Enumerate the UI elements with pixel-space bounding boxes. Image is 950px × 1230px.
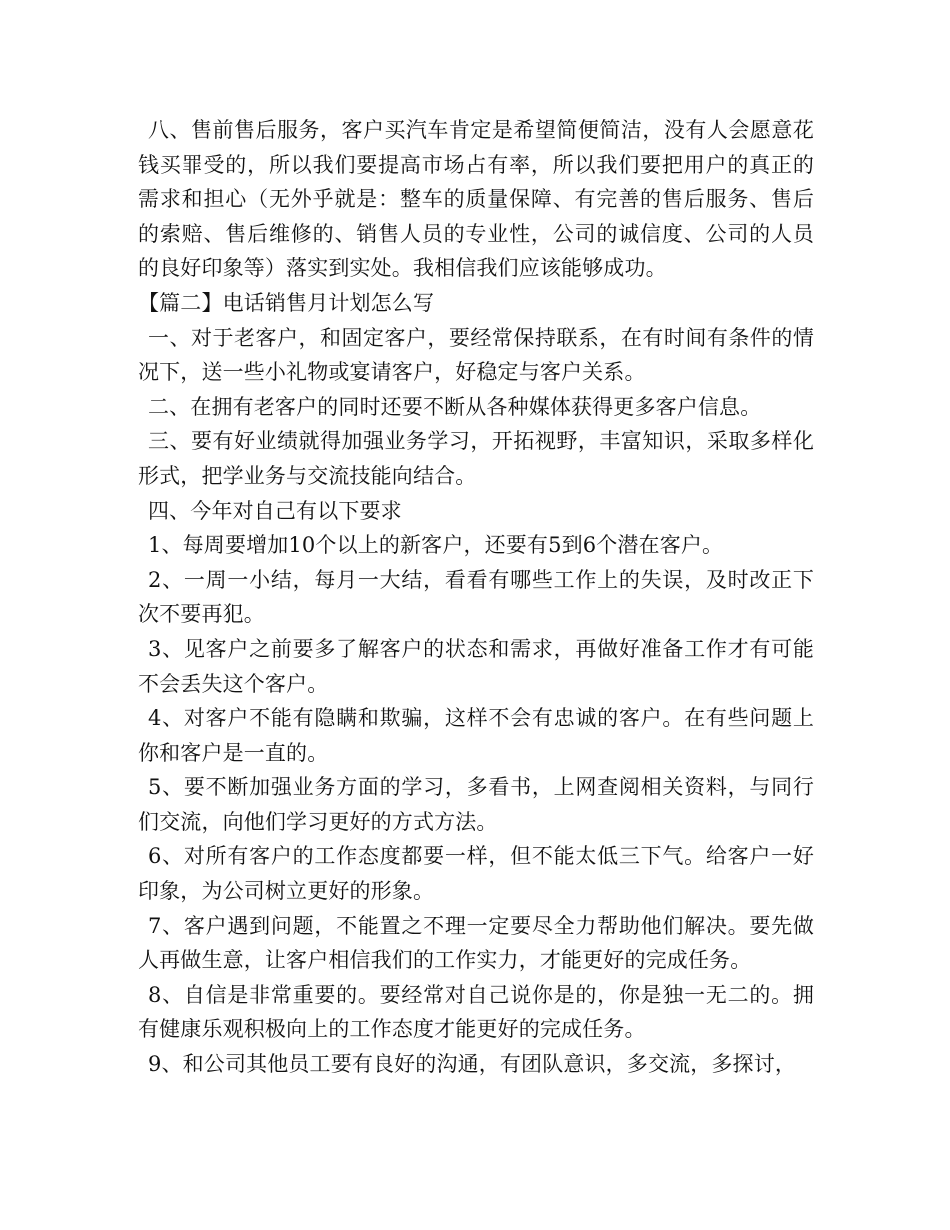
paragraph-self-requirements: 四、今年对自己有以下要求 xyxy=(148,498,402,523)
paragraph-after-sales-service: 八、售前售后服务，客户买汽车肯定是希望简便简洁，没有人会愿意花钱买罪受的，所以我们要提高市场占有率，所以我们要把用户的真正的需求和担心（无外乎就是：整车的质量保障、有完善的售后服务、售后的索赔、售后维修的、销售人员的专业性，公司的诚信度、公司的人员的良好印象等）落实到实处。我相信我们应该能够成功。 xyxy=(138,118,814,281)
list-item-5: 5、要不断加强业务方面的学习，多看书，上网查阅相关资料，与同行们交流，向他们学习更好的方式方法。 xyxy=(138,775,814,834)
paragraph-new-customer-info: 二、在拥有老客户的同时还要不断从各种媒体获得更多客户信息。 xyxy=(148,394,762,419)
list-item-9: 9、和公司其他员工要有良好的沟通，有团队意识，多交流，多探讨， xyxy=(148,1052,797,1077)
section-heading-part-two: 【篇二】电话销售月计划怎么写 xyxy=(138,290,435,315)
document-body xyxy=(138,113,814,1082)
list-item-2: 2、一周一小结，每月一大结，看看有哪些工作上的失误，及时改正下次不要再犯。 xyxy=(138,567,814,627)
list-item-4: 4、对客户不能有隐瞒和欺骗，这样不会有忠诚的客户。在有些问题上你和客户是一直的。 xyxy=(138,706,814,765)
list-item-7: 7、客户遇到问题，不能置之不理一定要尽全力帮助他们解决。要先做人再做生意，让客户相信我们的工作实力，才能更好的完成任务。 xyxy=(138,913,814,973)
list-item-8: 8、自信是非常重要的。要经常对自己说你是的，你是独一无二的。拥有健康乐观积极向上的工作态度才能更好的完成任务。 xyxy=(138,982,814,1042)
list-item-1: 1、每周要增加10个以上的新客户，还要有5到6个潜在客户。 xyxy=(148,533,724,558)
paragraph-business-learning: 三、要有好业绩就得加强业务学习，开拓视野，丰富知识，采取多样化形式，把学业务与交流技能向结合。 xyxy=(138,429,814,488)
list-item-6: 6、对所有客户的工作态度都要一样，但不能太低三下气。给客户一好印象，为公司树立更好的形象。 xyxy=(138,844,814,904)
paragraph-old-customers: 一、对于老客户，和固定客户，要经常保持联系，在有时间有条件的情况下，送一些小礼物或宴请客户，好稳定与客户关系。 xyxy=(138,325,814,385)
list-item-3: 3、见客户之前要多了解客户的状态和需求，再做好准备工作才有可能不会丢失这个客户。 xyxy=(138,636,814,696)
